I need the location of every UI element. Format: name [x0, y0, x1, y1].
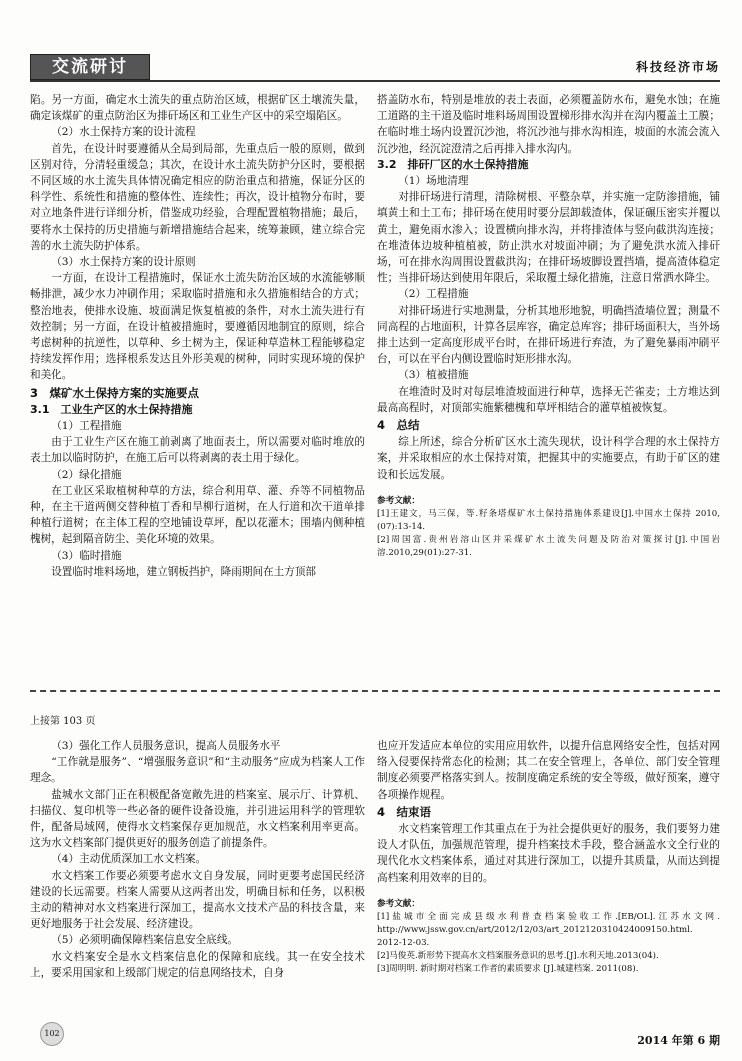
- paragraph: 首先，在设计时要遵循从全局到局部，先重点后一般的原则，做到区别对待，分清轻重缓急；其次，在设计水土流失防护分区时，要根据不同区域的水土流失具体情况确定相应的防治重点和措施，保证分区的科学性、系统性和措施的整体性、连续性；再次，设计植物分布时，要对立地条件进行详细分析，借鉴成功经验，合理配置植物措施；最后，要将水土保持的历史措施与新增措施结合起来，统筹兼顾，建立综合完善的水土流失防护体系。: [30, 142, 365, 252]
- paragraph: （4）主动优质深加工水文档案。: [51, 853, 207, 866]
- column-top-left: [30, 92, 365, 580]
- reference-item: [1]盐城市全面完成县级水利普查档案验收工作.[EB/OL].江苏水文网. http://www.jssw.gov.cn/art/2012/12/03/art_2012120310424009150.html. 2012-12-03.: [377, 911, 720, 948]
- references-title: 参考文献：: [377, 495, 420, 506]
- reference-item: [1]王建文，马三保，等.籽条塔煤矿水土保持措施体系建设[J].中国水土保持 2010,(07):13-14.: [377, 508, 720, 532]
- section-heading: 4 总结: [377, 418, 420, 433]
- paragraph: （3）强化工作人员服务意识，提高人员服务水平: [51, 740, 281, 752]
- issue-label: 2014 年第 6 期: [637, 1034, 720, 1047]
- journal-name: 科技经济市场: [635, 60, 720, 74]
- paragraph: 对排矸场进行清理，清除树根、平整杂草，并实施一定防渗措施，铺填黄土和土工布；排矸场在使用时要分层卸载渣体，保证碾压密实并覆以黄土，避免雨水渗入；设置横向排水沟，并将排渣体与竖向截洪沟连接；在堆渣体边坡种植植被，防止洪水对坡面冲刷；为了避免洪水流入排矸场，可在排水沟周围设置截洪沟；在排矸场坡脚设置挡墙，提高渣体稳定性；当排矸场达到使用年限后，采取覆土绿化措施，注意日常洒水降尘。: [377, 191, 720, 285]
- references-top: [377, 495, 720, 560]
- article-divider: [30, 690, 720, 692]
- paragraph: （2）水土保持方案的设计流程: [51, 126, 196, 139]
- column-bottom-left: [30, 738, 365, 981]
- paragraph: 陷。另一方面，确定水土流失的重点防治区域，根据矿区土壤流失量，确定该煤矿的重点防治区为排矸场区和工业生产区中的采空塌陷区。: [30, 94, 365, 123]
- paragraph: 在堆渣时及时对每层堆渣坡面进行种草，选择无芒雀麦；土方堆达到最高高程时，对顶部实施紫穗槐和草坪相结合的灌草植被恢复。: [377, 385, 720, 414]
- reference-item: [2]周国富.贵州岩溶山区并采煤矿水土流失问题及防治对策探讨[J].中国岩溶.2010,29(01):27-31.: [377, 534, 720, 558]
- references-title: 参考文献：: [377, 898, 420, 909]
- references-list: [377, 508, 720, 560]
- top-right-body: [377, 92, 720, 483]
- section-heading: 4 结束语: [377, 804, 432, 819]
- paragraph: 水文档案管理工作其重点在于为社会提供更好的服务，我们要努力建设人才队伍，加强规范管理，提升档案技术手段，整合涵盖水文全行业的现代化水文档案体系，通过对其进行深加工，以提升其质量，从而达到提高档案利用效率的目的。: [377, 823, 720, 884]
- paragraph: 综上所述，综合分析矿区水土流失现状，设计科学合理的水土保持方案，并采取相应的水土保持对策，把握其中的实施要点，有助于矿区的建设和长远发展。: [377, 436, 720, 481]
- references-bottom: [377, 898, 720, 976]
- paragraph: 设置临时堆料场地，建立钢板挡护，降雨期间在土方顶部: [51, 565, 317, 578]
- section-heading: 3.1 工业生产区的水土保持措施: [30, 402, 193, 416]
- paragraph: （2）绿化措施: [51, 468, 122, 481]
- paragraph: 一方面，在设计工程措施时，保证水土流失防治区域的水流能够顺畅排泄，减少水力冲刷作用；采取临时措施和永久措施相结合的方式；整治地表，使排水设施、坡面满足恢复植被的条件，对水土流失进行有效控制；另一方面，在设计植被措施时，要遵循因地制宜的原则，综合考虑树种的抗逆性，以草种、乡土树为主，保证种草造林工程能够稳定持续发挥作用；选择根系发达且外形美观的树种，同时实现环境的保护和美化。: [30, 272, 365, 382]
- paragraph: 也应开发适应本单位的实用应用软件，以提升信息网络安全性，包括对网络入侵要保持常态化的检测；其二在安全管理上，各单位、部门安全管理制度必须要严格落实到人。按制度确定系统的安全等级，做好预案，遵守各项操作规程。: [377, 740, 720, 801]
- paragraph: 在工业区采取植树种草的方法，综合利用草、灌、乔等不同植物品种，在主干道两侧交替种植丁香和旱柳行道树，在人行道和次干道单排种植行道树；在主体工程的空地铺设草坪，配以花灌木；围墙内侧种植槐树，起到隔音防尘、美化环境的效果。: [30, 484, 365, 546]
- bottom-right-body: [377, 738, 720, 886]
- paragraph: 水文档案工作要必须要考虑水文自身发展，同时更要考虑国民经济建设的长远需要。档案人需要从这两者出发，明确目标和任务，以积极主动的精神对水文档案进行深加工，提高水文技术产品的科技含量，来更好地服务于社会发展、经济建设。: [30, 869, 365, 931]
- paragraph: （1）工程措施: [51, 420, 122, 433]
- paragraph: （3）水土保持方案的设计原则: [51, 256, 196, 269]
- paragraph: （2）工程措施: [398, 288, 469, 301]
- paragraph: （5）必须明确保障档案信息安全底线。: [51, 934, 239, 947]
- section-title: 交流研讨: [30, 54, 150, 80]
- paragraph: 水文档案安全是水文档案信息化的保障和底线。其一在安全技术上，要采用国家和上级部门规定的信息网络技术，自身: [30, 950, 365, 979]
- references-list: [377, 911, 720, 976]
- page-header: [30, 54, 720, 80]
- paragraph: （3）植被措施: [398, 369, 469, 382]
- paragraph: （1）场地清理: [398, 175, 469, 188]
- paragraph: （3）临时措施: [51, 549, 122, 562]
- section-heading: 3.2 排矸厂区的水土保持措施: [377, 157, 529, 171]
- paragraph: “工作就是服务”、“增强服务意识”和“主动服务”应成为档案人工作理念。: [30, 756, 365, 785]
- column-bottom-right: [377, 738, 720, 976]
- continued-label: 上接第 103 页: [30, 716, 96, 727]
- column-top-right: [377, 92, 720, 560]
- paragraph: 对排矸场进行实地测量，分析其地形地貌，明确挡渣墙位置；测量不同高程的占地面积，计算各层库容，确定总库容；排矸场面积大，当外场排土达到一定高度形成平台时，在排矸场进行弃渣，为了避免暴雨冲刷平台，可以在平台内侧设置临时矩形排水沟。: [377, 304, 720, 366]
- reference-item: [2]马俊英.新形势下提高水文档案服务意识的思考.[J].水利天地.2013(04).: [377, 950, 659, 961]
- section-heading: 3 煤矿水土保持方案的实施要点: [30, 385, 199, 400]
- paragraph: 搭盖防水布，特别是堆放的表土表面，必须覆盖防水布，避免水蚀；在施工道路的主干道及临时堆料场周围设置梯形排水沟并在沟内覆盖土工膜；在临时堆土场内设置沉沙池，将沉沙池与排水沟相连，坡面的水流会流入沉沙池，经沉淀澄清之后再排入排水沟内。: [377, 94, 720, 155]
- paragraph: 盐城水文部门正在积极配备宽敞先进的档案室、展示厅、计算机、扫描仪、复印机等一些必备的硬件设备设施，并引进运用科学的管理软件，配备局域网，使得水文档案保存更加规范，水文档案利用率更高。这为水文档案部门提供更好的服务创造了前提条件。: [30, 788, 365, 850]
- reference-item: [3]周明明. 新时期对档案工作者的素质要求 [J].城建档案. 2011(08).: [377, 963, 639, 974]
- page-number: 102: [40, 1022, 64, 1046]
- header-rule: [30, 80, 720, 82]
- paragraph: 由于工业生产区在施工前剥离了地面表土，所以需要对临时堆放的表土加以临时防护，在施工后可以将剥离的表土用于绿化。: [30, 436, 365, 465]
